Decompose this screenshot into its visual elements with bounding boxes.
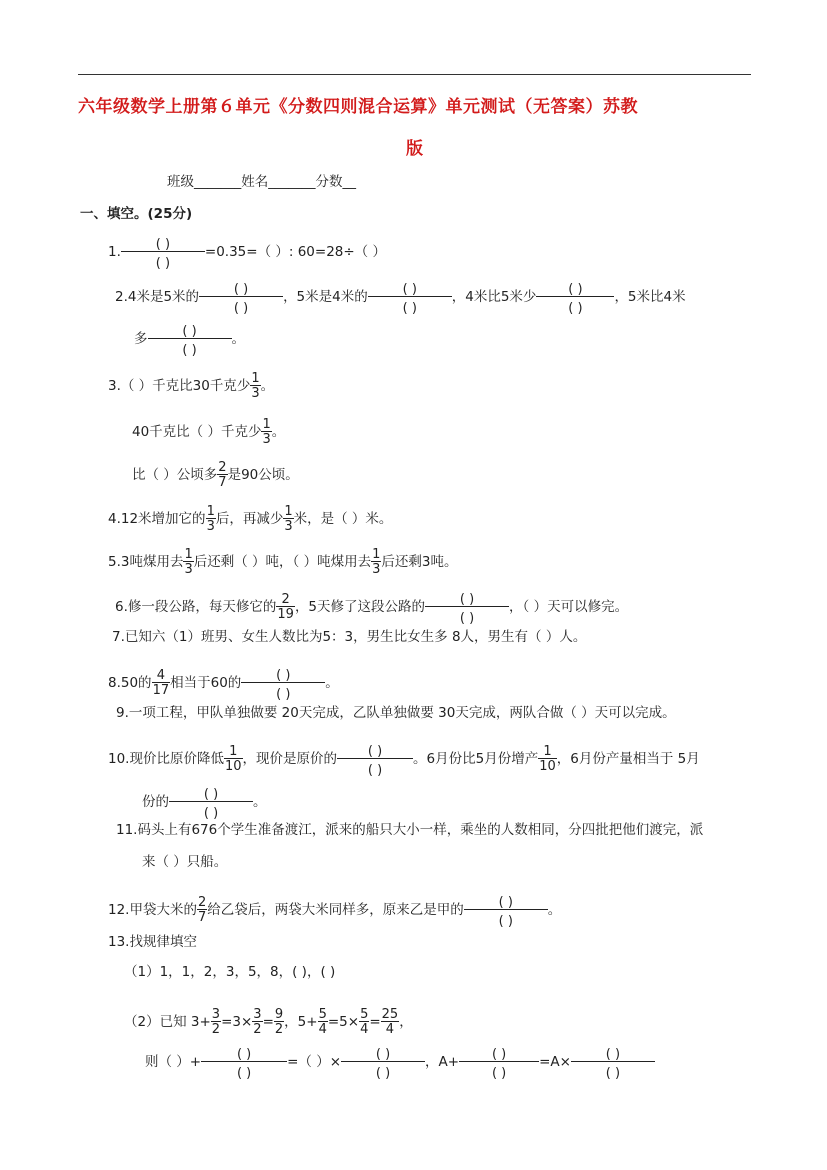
fraction: $\frac{4}{17}$ <box>152 668 170 698</box>
question-10-cont: 份的 ( ) ( ) 。 <box>142 787 267 821</box>
fraction: $\frac{9}{2}$ <box>274 1007 284 1037</box>
question-13-part1: （1）1，1，2，3，5，8，( )，( ) <box>124 964 336 980</box>
question-13-title: 13.找规律填空 <box>108 934 197 950</box>
fraction-blank[interactable]: ( ) ( ) <box>368 280 452 314</box>
fraction-blank[interactable]: ( ) ( ) <box>121 235 205 269</box>
question-13-part3: 则（ ）+ ( ) ( ) =（ ）× ( ) ( ) ，A+ ( ) ( ) =A× ( ) ( ) <box>145 1045 655 1079</box>
fraction-blank[interactable]: ( ) ( ) <box>169 785 253 819</box>
fraction-blank[interactable]: ( ) ( ) <box>571 1045 655 1079</box>
fraction-blank[interactable]: ( ) ( ) <box>148 322 232 356</box>
fraction-blank[interactable]: ( ) ( ) <box>536 280 614 314</box>
question-13-part2: （2）已知 3+ $\frac{3}{2}$ =3× $\frac{3}{2}$ = $\frac{9}{2}$ ，5+ $\frac{5}{4}$ =5× $\frac{5}{4}$ = $\frac{25}{4}$ ， <box>124 1007 413 1037</box>
question-7: 7.已知六（1）班男、女生人数比为5：3，男生比女生多 8人，男生有（ ）人。 <box>112 629 587 645</box>
top-rule <box>78 74 751 75</box>
question-5: 5.3吨煤用去 $\frac{1}{3}$ 后还剩（ ）吨，（ ）吨煤用去 $\frac{1}{3}$ 后还剩3吨。 <box>108 547 458 577</box>
question-12: 12.甲袋大米的 $\frac{2}{7}$ 给乙袋后，两袋大米同样多，原来乙是甲的 ( ) ( ) 。 <box>108 895 562 929</box>
question-10: 10.现价比原价降低 $\frac{1}{10}$ ，现价是原价的 ( ) ( ) 。6月份比5月份增产 $\frac{1}{10}$ ，6月份产量相当于 5月 <box>108 744 700 778</box>
question-6: 6.修一段公路，每天修它的 $\frac{2}{19}$ ，5天修了这段公路的 ( ) ( ) ，（ ）天可以修完。 <box>115 592 629 626</box>
page-title: 六年级数学上册第６单元《分数四则混合运算》单元测试（无答案）苏教 <box>78 97 638 117</box>
question-9: 9.一项工程，甲队单独做要 20天完成，乙队单独做要 30天完成，两队合做（ ）天可以完成。 <box>116 705 676 721</box>
fraction: $\frac{2}{19}$ <box>277 592 294 622</box>
question-2: 2.4米是5米的 ( ) ( ) ，5米是4米的 ( ) ( ) ，4米比5米少 ( ) ( ) ，5米比4米 <box>115 282 686 316</box>
fraction: $\frac{1}{3}$ <box>251 371 260 401</box>
question-2-cont: 多 ( ) ( ) 。 <box>134 324 245 358</box>
score-label: 分数__ <box>315 174 356 190</box>
page-title-cont: 版 <box>406 139 423 159</box>
question-1: 1. ( ) ( ) =0.35=（ ）: 60=28÷（ ） <box>108 237 386 271</box>
fraction: $\frac{2}{7}$ <box>197 895 207 925</box>
fraction: $\frac{25}{4}$ <box>381 1007 399 1037</box>
fraction-blank[interactable]: ( ) ( ) <box>201 1045 287 1079</box>
fraction: $\frac{1}{3}$ <box>184 547 193 577</box>
fraction: $\frac{1}{3}$ <box>372 547 381 577</box>
fraction: $\frac{5}{4}$ <box>360 1007 369 1037</box>
fraction: $\frac{5}{4}$ <box>318 1007 327 1037</box>
fraction: $\frac{1}{10}$ <box>224 744 242 774</box>
question-11: 11.码头上有676个学生准备渡江，派来的船只大小一样，乘坐的人数相同，分四批把他们渡完，派 <box>116 822 704 838</box>
question-3-line1: 3.（ ）千克比30千克少 $\frac{1}{3}$ 。 <box>108 371 275 401</box>
fraction-blank[interactable]: ( ) ( ) <box>199 280 283 314</box>
class-label: 班级_______ <box>167 174 242 190</box>
fraction-blank[interactable]: ( ) ( ) <box>241 666 325 700</box>
question-4: 4.12米增加它的 $\frac{1}{3}$ 后，再减少 $\frac{1}{3}$ 米，是（ ）米。 <box>108 504 393 534</box>
fraction: $\frac{1}{3}$ <box>262 417 271 447</box>
fraction-blank[interactable]: ( ) ( ) <box>464 893 548 927</box>
fraction-blank[interactable]: ( ) ( ) <box>425 590 509 624</box>
question-8: 8.50的 $\frac{4}{17}$ 相当于60的 ( ) ( ) 。 <box>108 668 339 702</box>
fraction: $\frac{3}{2}$ <box>253 1007 262 1037</box>
name-label: 姓名_______ <box>241 174 316 190</box>
section-heading: 一、填空。(25分) <box>80 206 193 222</box>
fraction: $\frac{1}{3}$ <box>206 504 215 534</box>
fraction-blank[interactable]: ( ) ( ) <box>459 1045 539 1079</box>
fraction: $\frac{1}{3}$ <box>284 504 293 534</box>
question-3-line3: 比（ ）公顷多 $\frac{2}{7}$ 是90公顷。 <box>132 460 299 490</box>
fraction-blank[interactable]: ( ) ( ) <box>341 1045 425 1079</box>
fraction-blank[interactable]: ( ) ( ) <box>337 742 413 776</box>
student-info <box>167 172 356 192</box>
fraction: $\frac{3}{2}$ <box>211 1007 221 1037</box>
fraction: $\frac{1}{10}$ <box>539 744 556 774</box>
question-11-cont: 来（ ）只船。 <box>142 854 228 870</box>
question-3-line2: 40千克比（ ）千克少 $\frac{1}{3}$ 。 <box>132 417 286 447</box>
fraction: $\frac{2}{7}$ <box>218 460 227 490</box>
